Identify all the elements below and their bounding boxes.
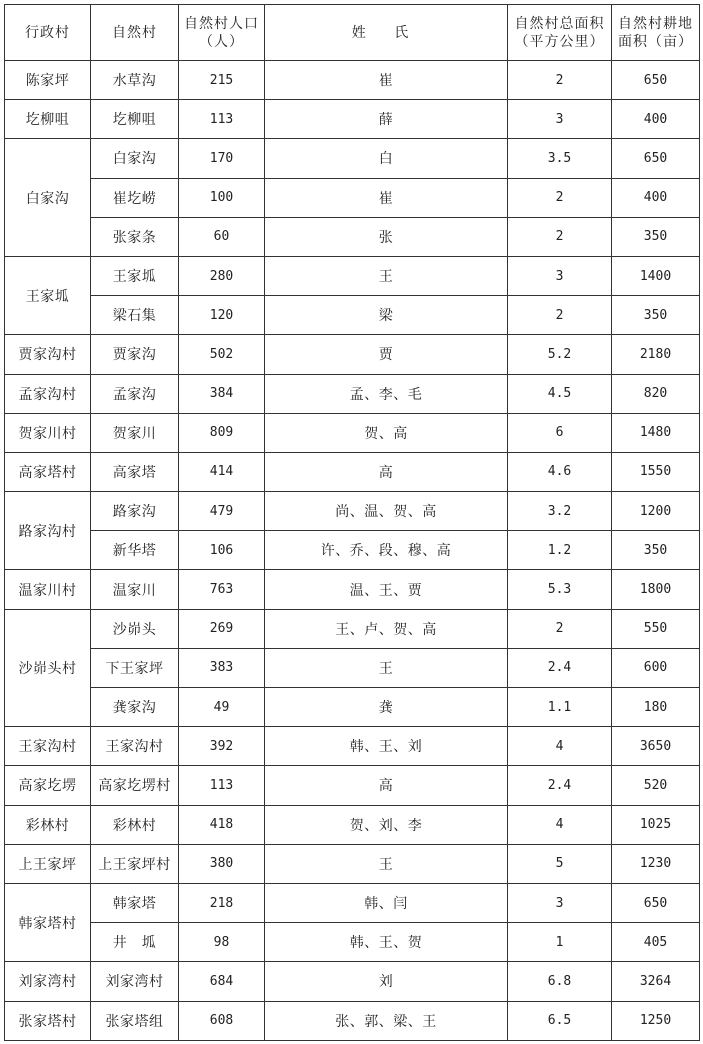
header-total-area: 自然村总面积（平方公里） [508,5,612,61]
total-area-cell: 4.6 [508,452,612,491]
table-row [5,570,700,609]
surname-cell: 薛 [265,100,508,139]
admin-village-cell: 王家沟村 [5,727,91,766]
total-area-cell: 6.5 [508,1001,612,1040]
surname-cell: 温、王、贾 [265,570,508,609]
farmland-cell: 1550 [612,452,700,491]
population-cell: 380 [179,844,265,883]
surname-cell: 贾 [265,335,508,374]
population-cell: 113 [179,100,265,139]
total-area-cell: 3 [508,256,612,295]
table-row [5,688,700,727]
farmland-cell: 1480 [612,413,700,452]
farmland-cell: 550 [612,609,700,648]
surname-cell: 张、郭、梁、王 [265,1001,508,1040]
total-area-cell: 5 [508,844,612,883]
table-row [5,531,700,570]
population-cell: 120 [179,296,265,335]
population-cell: 215 [179,61,265,100]
natural-village-cell: 高家圪塄村 [91,766,179,805]
table-row [5,1001,700,1040]
surname-cell: 刘 [265,962,508,1001]
table-row [5,883,700,922]
surname-cell: 白 [265,139,508,178]
population-cell: 502 [179,335,265,374]
admin-village-cell: 路家沟村 [5,492,91,570]
surname-cell: 尚、温、贺、高 [265,492,508,531]
natural-village-cell: 王家沟村 [91,727,179,766]
natural-village-cell: 彩林村 [91,805,179,844]
table-row [5,217,700,256]
farmland-cell: 650 [612,139,700,178]
population-cell: 763 [179,570,265,609]
table-row [5,413,700,452]
total-area-cell: 1 [508,923,612,962]
natural-village-cell: 龚家沟 [91,688,179,727]
natural-village-cell: 贾家沟 [91,335,179,374]
natural-village-cell: 崔圪崂 [91,178,179,217]
natural-village-cell: 孟家沟 [91,374,179,413]
surname-cell: 王 [265,648,508,687]
total-area-cell: 6.8 [508,962,612,1001]
farmland-cell: 350 [612,217,700,256]
natural-village-cell: 白家沟 [91,139,179,178]
header-admin-village: 行政村 [5,5,91,61]
population-cell: 113 [179,766,265,805]
natural-village-cell: 新华塔 [91,531,179,570]
farmland-cell: 350 [612,296,700,335]
surname-cell: 韩、闫 [265,883,508,922]
farmland-cell: 1400 [612,256,700,295]
farmland-cell: 1250 [612,1001,700,1040]
farmland-cell: 650 [612,883,700,922]
population-cell: 218 [179,883,265,922]
farmland-cell: 1800 [612,570,700,609]
population-cell: 106 [179,531,265,570]
table-row [5,805,700,844]
admin-village-cell: 高家圪塄 [5,766,91,805]
surname-cell: 王 [265,844,508,883]
farmland-cell: 1025 [612,805,700,844]
farmland-cell: 180 [612,688,700,727]
natural-village-cell: 王家坬 [91,256,179,295]
population-cell: 392 [179,727,265,766]
farmland-cell: 1230 [612,844,700,883]
population-cell: 170 [179,139,265,178]
total-area-cell: 2.4 [508,766,612,805]
admin-village-cell: 白家沟 [5,139,91,257]
population-cell: 280 [179,256,265,295]
table-row [5,962,700,1001]
table-row [5,256,700,295]
natural-village-cell: 张家条 [91,217,179,256]
table-row [5,61,700,100]
population-cell: 98 [179,923,265,962]
admin-village-cell: 陈家坪 [5,61,91,100]
table-row [5,492,700,531]
total-area-cell: 4 [508,727,612,766]
population-cell: 269 [179,609,265,648]
table-row [5,296,700,335]
natural-village-cell: 张家塔组 [91,1001,179,1040]
total-area-cell: 1.2 [508,531,612,570]
natural-village-cell: 圪柳咀 [91,100,179,139]
surname-cell: 韩、王、刘 [265,727,508,766]
admin-village-cell: 韩家塔村 [5,883,91,961]
table-row [5,452,700,491]
surname-cell: 崔 [265,178,508,217]
natural-village-cell: 温家川 [91,570,179,609]
population-cell: 384 [179,374,265,413]
farmland-cell: 600 [612,648,700,687]
total-area-cell: 3 [508,100,612,139]
admin-village-cell: 王家坬 [5,256,91,334]
total-area-cell: 4.5 [508,374,612,413]
total-area-cell: 3.2 [508,492,612,531]
admin-village-cell: 贾家沟村 [5,335,91,374]
farmland-cell: 2180 [612,335,700,374]
table-row [5,139,700,178]
table-row [5,844,700,883]
surname-cell: 许、乔、段、穆、高 [265,531,508,570]
farmland-cell: 3650 [612,727,700,766]
surname-cell: 韩、王、贺 [265,923,508,962]
admin-village-cell: 孟家沟村 [5,374,91,413]
farmland-cell: 520 [612,766,700,805]
population-cell: 414 [179,452,265,491]
surname-cell: 崔 [265,61,508,100]
natural-village-cell: 上王家坪村 [91,844,179,883]
natural-village-cell: 井 坬 [91,923,179,962]
farmland-cell: 820 [612,374,700,413]
total-area-cell: 2 [508,296,612,335]
total-area-cell: 1.1 [508,688,612,727]
surname-cell: 王 [265,256,508,295]
table-row [5,335,700,374]
table-row [5,374,700,413]
surname-cell: 张 [265,217,508,256]
total-area-cell: 3 [508,883,612,922]
total-area-cell: 2 [508,609,612,648]
table-body [5,61,700,1041]
total-area-cell: 3.5 [508,139,612,178]
admin-village-cell: 高家塔村 [5,452,91,491]
surname-cell: 王、卢、贺、高 [265,609,508,648]
natural-village-cell: 刘家湾村 [91,962,179,1001]
total-area-cell: 2 [508,61,612,100]
admin-village-cell: 张家塔村 [5,1001,91,1040]
natural-village-cell: 贺家川 [91,413,179,452]
farmland-cell: 650 [612,61,700,100]
natural-village-cell: 水草沟 [91,61,179,100]
natural-village-cell: 梁石集 [91,296,179,335]
header-population: 自然村人口（人） [179,5,265,61]
natural-village-cell: 韩家塔 [91,883,179,922]
natural-village-cell: 下王家坪 [91,648,179,687]
admin-village-cell: 沙峁头村 [5,609,91,727]
population-cell: 809 [179,413,265,452]
total-area-cell: 6 [508,413,612,452]
table-row [5,178,700,217]
farmland-cell: 1200 [612,492,700,531]
village-table [4,4,700,1041]
farmland-cell: 405 [612,923,700,962]
surname-cell: 贺、刘、李 [265,805,508,844]
farmland-cell: 350 [612,531,700,570]
admin-village-cell: 上王家坪 [5,844,91,883]
table-row [5,648,700,687]
total-area-cell: 2 [508,217,612,256]
table-row [5,727,700,766]
population-cell: 608 [179,1001,265,1040]
farmland-cell: 400 [612,100,700,139]
population-cell: 479 [179,492,265,531]
header-natural-village: 自然村 [91,5,179,61]
population-cell: 60 [179,217,265,256]
population-cell: 100 [179,178,265,217]
admin-village-cell: 彩林村 [5,805,91,844]
farmland-cell: 3264 [612,962,700,1001]
header-farmland: 自然村耕地面积（亩） [612,5,700,61]
surname-cell: 高 [265,766,508,805]
natural-village-cell: 路家沟 [91,492,179,531]
total-area-cell: 5.3 [508,570,612,609]
natural-village-cell: 沙峁头 [91,609,179,648]
surname-cell: 梁 [265,296,508,335]
population-cell: 383 [179,648,265,687]
admin-village-cell: 刘家湾村 [5,962,91,1001]
natural-village-cell: 高家塔 [91,452,179,491]
total-area-cell: 4 [508,805,612,844]
farmland-cell: 400 [612,178,700,217]
total-area-cell: 5.2 [508,335,612,374]
table-row [5,100,700,139]
header-row [5,5,700,61]
surname-cell: 贺、高 [265,413,508,452]
population-cell: 418 [179,805,265,844]
table-row [5,923,700,962]
surname-cell: 高 [265,452,508,491]
table-row [5,609,700,648]
total-area-cell: 2.4 [508,648,612,687]
header-surname: 姓 氏 [265,5,508,61]
admin-village-cell: 温家川村 [5,570,91,609]
table-row [5,766,700,805]
population-cell: 684 [179,962,265,1001]
surname-cell: 孟、李、毛 [265,374,508,413]
total-area-cell: 2 [508,178,612,217]
population-cell: 49 [179,688,265,727]
surname-cell: 龚 [265,688,508,727]
admin-village-cell: 圪柳咀 [5,100,91,139]
admin-village-cell: 贺家川村 [5,413,91,452]
